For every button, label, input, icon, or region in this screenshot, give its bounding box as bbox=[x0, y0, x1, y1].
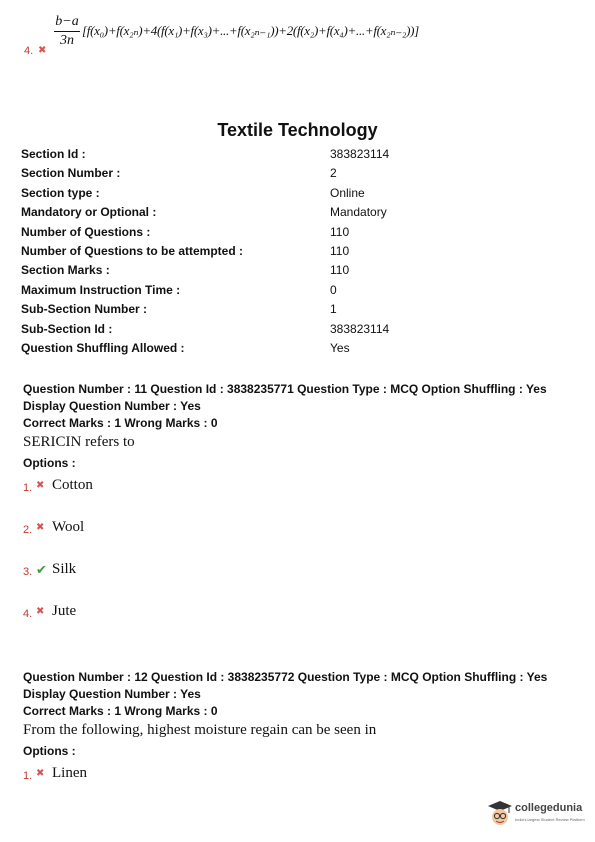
question-marks: Correct Marks : 1 Wrong Marks : 0 bbox=[23, 704, 218, 718]
meta-value: 0 bbox=[330, 282, 337, 297]
wrong-icon: ✖ bbox=[38, 45, 47, 56]
meta-label: Maximum Instruction Time : bbox=[21, 282, 181, 297]
meta-value: 1 bbox=[330, 302, 337, 317]
wrong-icon: ✖ bbox=[36, 606, 45, 617]
formula-option-4 bbox=[24, 12, 584, 64]
options-label: Options : bbox=[23, 456, 76, 470]
option-text: Wool bbox=[52, 519, 85, 535]
meta-row bbox=[21, 263, 581, 282]
meta-row bbox=[21, 166, 581, 185]
meta-row bbox=[21, 186, 581, 205]
meta-row bbox=[21, 283, 581, 302]
section-title: Textile Technology bbox=[217, 120, 378, 140]
formula-expression: [f(x₀)+f(x₂ₙ)+4(f(x₁)+f(x₃)+...+f(x₂ₙ₋₁))+2(f(x₂)+f(x₄)+...+f(x₂ₙ₋₂))] bbox=[82, 23, 419, 38]
correct-check-icon: ✔ bbox=[36, 562, 47, 577]
meta-label: Number of Questions : bbox=[21, 224, 151, 239]
meta-value: 2 bbox=[330, 166, 337, 181]
fraction-denominator: 3n bbox=[60, 33, 74, 48]
mascot-icon bbox=[487, 800, 513, 828]
option-number: 4. bbox=[24, 45, 34, 57]
meta-label: Question Shuffling Allowed : bbox=[21, 340, 185, 355]
section-details bbox=[21, 147, 581, 360]
meta-row bbox=[21, 244, 581, 263]
option-text: Jute bbox=[52, 603, 77, 619]
meta-value: 110 bbox=[330, 243, 350, 258]
logo-tagline: India's largest Student Review Platform bbox=[515, 817, 585, 822]
option-text: Cotton bbox=[52, 477, 93, 493]
fraction-bar bbox=[54, 31, 80, 32]
meta-value: 110 bbox=[330, 224, 350, 239]
meta-row bbox=[21, 302, 581, 321]
meta-value: 383823114 bbox=[330, 321, 390, 336]
fraction bbox=[54, 14, 80, 49]
meta-label: Sub-Section Number : bbox=[21, 302, 148, 317]
meta-label: Section Marks : bbox=[21, 263, 110, 278]
option-number: 1. bbox=[23, 770, 33, 782]
question-display-number: Display Question Number : Yes bbox=[23, 399, 201, 413]
question-header: Question Number : 11 Question Id : 3838235771 Question Type : MCQ Option Shuffling : Yes bbox=[23, 382, 547, 396]
question-display-number: Display Question Number : Yes bbox=[23, 687, 201, 701]
meta-row bbox=[21, 147, 581, 166]
option-number: 3. bbox=[23, 566, 33, 578]
meta-row bbox=[21, 225, 581, 244]
meta-label: Section Id : bbox=[21, 147, 86, 161]
meta-row bbox=[21, 341, 581, 360]
options-label: Options : bbox=[23, 744, 76, 758]
meta-value: 110 bbox=[330, 263, 350, 278]
meta-label: Sub-Section Id : bbox=[21, 321, 113, 336]
option-text: Linen bbox=[52, 765, 87, 781]
option-number: 1. bbox=[23, 482, 33, 494]
collegedunia-logo[interactable] bbox=[487, 800, 587, 830]
meta-row bbox=[21, 205, 581, 224]
meta-value: Yes bbox=[330, 340, 350, 355]
question-12 bbox=[23, 669, 578, 794]
question-11 bbox=[23, 381, 578, 631]
question-header: Question Number : 12 Question Id : 3838235772 Question Type : MCQ Option Shuffling : Yes bbox=[23, 670, 548, 684]
meta-value: 383823114 bbox=[330, 147, 390, 161]
wrong-icon: ✖ bbox=[36, 480, 45, 491]
meta-value: Mandatory bbox=[330, 205, 387, 220]
question-text: SERICIN refers to bbox=[23, 434, 135, 450]
question-text: From the following, highest moisture regain can be seen in bbox=[23, 722, 377, 738]
meta-label: Section Number : bbox=[21, 166, 121, 181]
question-marks: Correct Marks : 1 Wrong Marks : 0 bbox=[23, 416, 218, 430]
wrong-icon: ✖ bbox=[36, 768, 45, 779]
meta-label: Section type : bbox=[21, 185, 100, 200]
option-text: Silk bbox=[52, 561, 77, 577]
wrong-icon: ✖ bbox=[36, 522, 45, 533]
option-number: 2. bbox=[23, 524, 33, 536]
fraction-numerator: b−a bbox=[55, 14, 79, 29]
meta-label: Number of Questions to be attempted : bbox=[21, 243, 244, 258]
meta-row bbox=[21, 322, 581, 341]
logo-name: collegedunia bbox=[515, 802, 583, 814]
option-number: 4. bbox=[23, 608, 33, 620]
meta-value: Online bbox=[330, 185, 365, 200]
meta-label: Mandatory or Optional : bbox=[21, 205, 157, 220]
